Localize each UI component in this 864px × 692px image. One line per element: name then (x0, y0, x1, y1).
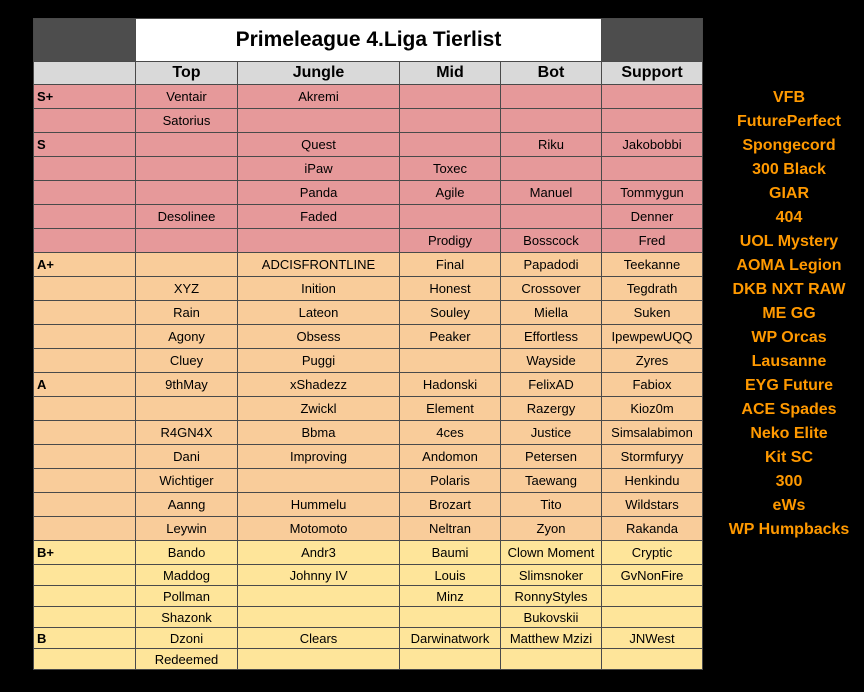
tier-label (34, 607, 136, 628)
table-row (34, 109, 703, 133)
player-cell-mid: Peaker (400, 325, 501, 349)
player-cell-bot (501, 649, 602, 670)
player-cell-bot: Tito (501, 493, 602, 517)
team-name: WP Orcas (751, 329, 827, 346)
player-cell-bot (501, 85, 602, 109)
player-cell-top: Dzoni (136, 628, 238, 649)
player-cell-bot: FelixAD (501, 373, 602, 397)
player-cell-mid: Honest (400, 277, 501, 301)
player-cell-bot: Slimsnoker (501, 565, 602, 586)
player-cell-support (602, 586, 703, 607)
player-cell-jungle: Quest (238, 133, 400, 157)
player-cell-bot: Bosscock (501, 229, 602, 253)
team-name: AOMA Legion (736, 257, 842, 274)
player-cell-mid: Andomon (400, 445, 501, 469)
player-cell-jungle: ADCISFRONTLINE (238, 253, 400, 277)
team-name: ACE Spades (741, 401, 837, 418)
table-row (34, 349, 703, 373)
player-cell-jungle: Andr3 (238, 541, 400, 565)
team-name: 300 (775, 473, 803, 490)
player-cell-mid: Neltran (400, 517, 501, 541)
team-name: Neko Elite (750, 425, 828, 442)
player-cell-support: JNWest (602, 628, 703, 649)
table-row (34, 253, 703, 277)
player-cell-bot: Petersen (501, 445, 602, 469)
player-cell-top: Ventair (136, 85, 238, 109)
player-cell-support: Cryptic (602, 541, 703, 565)
tier-label: B (34, 628, 136, 649)
tier-label (34, 445, 136, 469)
player-cell-jungle (238, 649, 400, 670)
team-name: GIAR (769, 185, 809, 202)
tier-label (34, 469, 136, 493)
player-cell-support (602, 607, 703, 628)
player-cell-jungle: xShadezz (238, 373, 400, 397)
player-cell-bot: Matthew Mzizi (501, 628, 602, 649)
table-row (34, 421, 703, 445)
tier-label (34, 517, 136, 541)
player-cell-top (136, 133, 238, 157)
tier-label (34, 157, 136, 181)
corner-cell (602, 19, 703, 62)
player-cell-mid: Agile (400, 181, 501, 205)
team-name: VFB (773, 89, 805, 106)
player-cell-jungle: Faded (238, 205, 400, 229)
header-jungle: Jungle (238, 62, 400, 85)
team-name: eWs (772, 497, 806, 514)
player-cell-top: Leywin (136, 517, 238, 541)
table-row (34, 325, 703, 349)
tier-label (34, 181, 136, 205)
player-cell-top: Cluey (136, 349, 238, 373)
player-cell-jungle (238, 586, 400, 607)
player-cell-jungle: iPaw (238, 157, 400, 181)
player-cell-support (602, 109, 703, 133)
team-name: WP Humpbacks (728, 521, 850, 538)
player-cell-support: Fred (602, 229, 703, 253)
player-cell-support: Zyres (602, 349, 703, 373)
column-header-row (34, 62, 703, 85)
player-cell-support: Henkindu (602, 469, 703, 493)
player-cell-jungle: Akremi (238, 85, 400, 109)
tier-label (34, 565, 136, 586)
table-row (34, 301, 703, 325)
player-cell-bot: Bukovskii (501, 607, 602, 628)
player-cell-support (602, 85, 703, 109)
player-cell-bot: Effortless (501, 325, 602, 349)
player-cell-top (136, 397, 238, 421)
player-cell-support: Kioz0m (602, 397, 703, 421)
player-cell-jungle: Bbma (238, 421, 400, 445)
player-cell-jungle (238, 229, 400, 253)
table-row (34, 649, 703, 670)
table-row (34, 277, 703, 301)
table-row (34, 565, 703, 586)
player-cell-top: Pollman (136, 586, 238, 607)
player-cell-support: Tommygun (602, 181, 703, 205)
table-row (34, 133, 703, 157)
tier-label (34, 325, 136, 349)
player-cell-mid: Minz (400, 586, 501, 607)
player-cell-mid: Final (400, 253, 501, 277)
player-cell-bot: Manuel (501, 181, 602, 205)
player-cell-support: Jakobobbi (602, 133, 703, 157)
player-cell-top: Redeemed (136, 649, 238, 670)
player-cell-jungle: Inition (238, 277, 400, 301)
player-cell-bot (501, 109, 602, 133)
player-cell-jungle: Motomoto (238, 517, 400, 541)
table-row (34, 469, 703, 493)
player-cell-support: Stormfuryy (602, 445, 703, 469)
team-name: Kit SC (765, 449, 813, 466)
player-cell-support: GvNonFire (602, 565, 703, 586)
player-cell-top (136, 229, 238, 253)
tier-label: A+ (34, 253, 136, 277)
player-cell-mid: Brozart (400, 493, 501, 517)
table-row (34, 205, 703, 229)
player-cell-jungle (238, 109, 400, 133)
tier-label (34, 586, 136, 607)
player-cell-bot: Riku (501, 133, 602, 157)
header-bot: Bot (501, 62, 602, 85)
player-cell-support (602, 649, 703, 670)
player-cell-top (136, 157, 238, 181)
team-name: Lausanne (751, 353, 827, 370)
player-cell-jungle: Hummelu (238, 493, 400, 517)
player-cell-jungle: Johnny IV (238, 565, 400, 586)
tier-label (34, 277, 136, 301)
table-row (34, 586, 703, 607)
tier-label: S (34, 133, 136, 157)
tier-label (34, 421, 136, 445)
player-cell-mid: Prodigy (400, 229, 501, 253)
player-cell-mid: Toxec (400, 157, 501, 181)
player-cell-mid (400, 133, 501, 157)
player-cell-support: Suken (602, 301, 703, 325)
player-cell-bot: Razergy (501, 397, 602, 421)
player-cell-mid (400, 349, 501, 373)
player-cell-jungle: Improving (238, 445, 400, 469)
player-cell-support: Tegdrath (602, 277, 703, 301)
player-cell-top: Aanng (136, 493, 238, 517)
player-cell-bot: Zyon (501, 517, 602, 541)
tier-label (34, 649, 136, 670)
team-name: UOL Mystery (739, 233, 839, 250)
player-cell-mid: Louis (400, 565, 501, 586)
team-name: 404 (775, 209, 803, 226)
player-cell-jungle: Puggi (238, 349, 400, 373)
tier-label (34, 493, 136, 517)
player-cell-mid: Baumi (400, 541, 501, 565)
player-cell-support: Wildstars (602, 493, 703, 517)
team-name: DKB NXT RAW (732, 281, 846, 298)
team-name: EYG Future (744, 377, 833, 394)
player-cell-bot: Clown Moment (501, 541, 602, 565)
player-cell-jungle: Obsess (238, 325, 400, 349)
player-cell-top (136, 181, 238, 205)
player-cell-jungle (238, 469, 400, 493)
tier-label (34, 229, 136, 253)
table-row (34, 373, 703, 397)
player-cell-mid: 4ces (400, 421, 501, 445)
corner-cell (34, 19, 136, 62)
tier-label: S+ (34, 85, 136, 109)
player-cell-bot: Miella (501, 301, 602, 325)
player-cell-jungle: Panda (238, 181, 400, 205)
table-row (34, 628, 703, 649)
player-cell-support: Fabiox (602, 373, 703, 397)
player-cell-top: R4GN4X (136, 421, 238, 445)
player-cell-top: Desolinee (136, 205, 238, 229)
player-cell-mid (400, 205, 501, 229)
table-row (34, 607, 703, 628)
player-cell-top: Agony (136, 325, 238, 349)
tier-label (34, 109, 136, 133)
player-cell-mid: Souley (400, 301, 501, 325)
player-cell-support: IpewpewUQQ (602, 325, 703, 349)
player-cell-bot: Taewang (501, 469, 602, 493)
tier-label (34, 397, 136, 421)
player-cell-jungle: Zwickl (238, 397, 400, 421)
player-cell-support: Denner (602, 205, 703, 229)
player-cell-bot: Crossover (501, 277, 602, 301)
player-cell-support (602, 157, 703, 181)
tier-label: B+ (34, 541, 136, 565)
player-cell-top: Satorius (136, 109, 238, 133)
player-cell-top: XYZ (136, 277, 238, 301)
player-cell-mid (400, 649, 501, 670)
tier-label (34, 205, 136, 229)
player-cell-top: Shazonk (136, 607, 238, 628)
player-cell-top: Wichtiger (136, 469, 238, 493)
player-cell-top: Maddog (136, 565, 238, 586)
header-mid: Mid (400, 62, 501, 85)
tier-label (34, 301, 136, 325)
tier-label: A (34, 373, 136, 397)
player-cell-top: 9thMay (136, 373, 238, 397)
player-cell-bot: Justice (501, 421, 602, 445)
player-cell-mid (400, 109, 501, 133)
header-support: Support (602, 62, 703, 85)
player-cell-top: Dani (136, 445, 238, 469)
table-row (34, 517, 703, 541)
player-cell-bot: Wayside (501, 349, 602, 373)
player-cell-bot (501, 157, 602, 181)
team-name: Spongecord (742, 137, 836, 154)
table-row (34, 541, 703, 565)
player-cell-jungle: Lateon (238, 301, 400, 325)
player-cell-jungle (238, 607, 400, 628)
player-cell-mid: Hadonski (400, 373, 501, 397)
player-cell-support: Teekanne (602, 253, 703, 277)
team-list (718, 86, 860, 542)
table-row (34, 157, 703, 181)
player-cell-support: Simsalabimon (602, 421, 703, 445)
table-row (34, 397, 703, 421)
player-cell-bot: RonnyStyles (501, 586, 602, 607)
player-cell-mid: Element (400, 397, 501, 421)
header-tier (34, 62, 136, 85)
header-top: Top (136, 62, 238, 85)
tierlist-table (33, 18, 703, 670)
player-cell-mid (400, 85, 501, 109)
table-row (34, 445, 703, 469)
team-name: ME GG (762, 305, 816, 322)
player-cell-top: Bando (136, 541, 238, 565)
table-row (34, 85, 703, 109)
team-name: 300 Black (752, 161, 826, 178)
player-cell-mid (400, 607, 501, 628)
tier-label (34, 349, 136, 373)
table-row (34, 181, 703, 205)
table-row (34, 229, 703, 253)
team-name: FuturePerfect (736, 113, 842, 130)
player-cell-jungle: Clears (238, 628, 400, 649)
player-cell-mid: Polaris (400, 469, 501, 493)
player-cell-support: Rakanda (602, 517, 703, 541)
player-cell-bot: Papadodi (501, 253, 602, 277)
sheet-title: Primeleague 4.Liga Tierlist (136, 19, 602, 62)
player-cell-top: Rain (136, 301, 238, 325)
table-row (34, 493, 703, 517)
player-cell-top (136, 253, 238, 277)
player-cell-bot (501, 205, 602, 229)
player-cell-mid: Darwinatwork (400, 628, 501, 649)
